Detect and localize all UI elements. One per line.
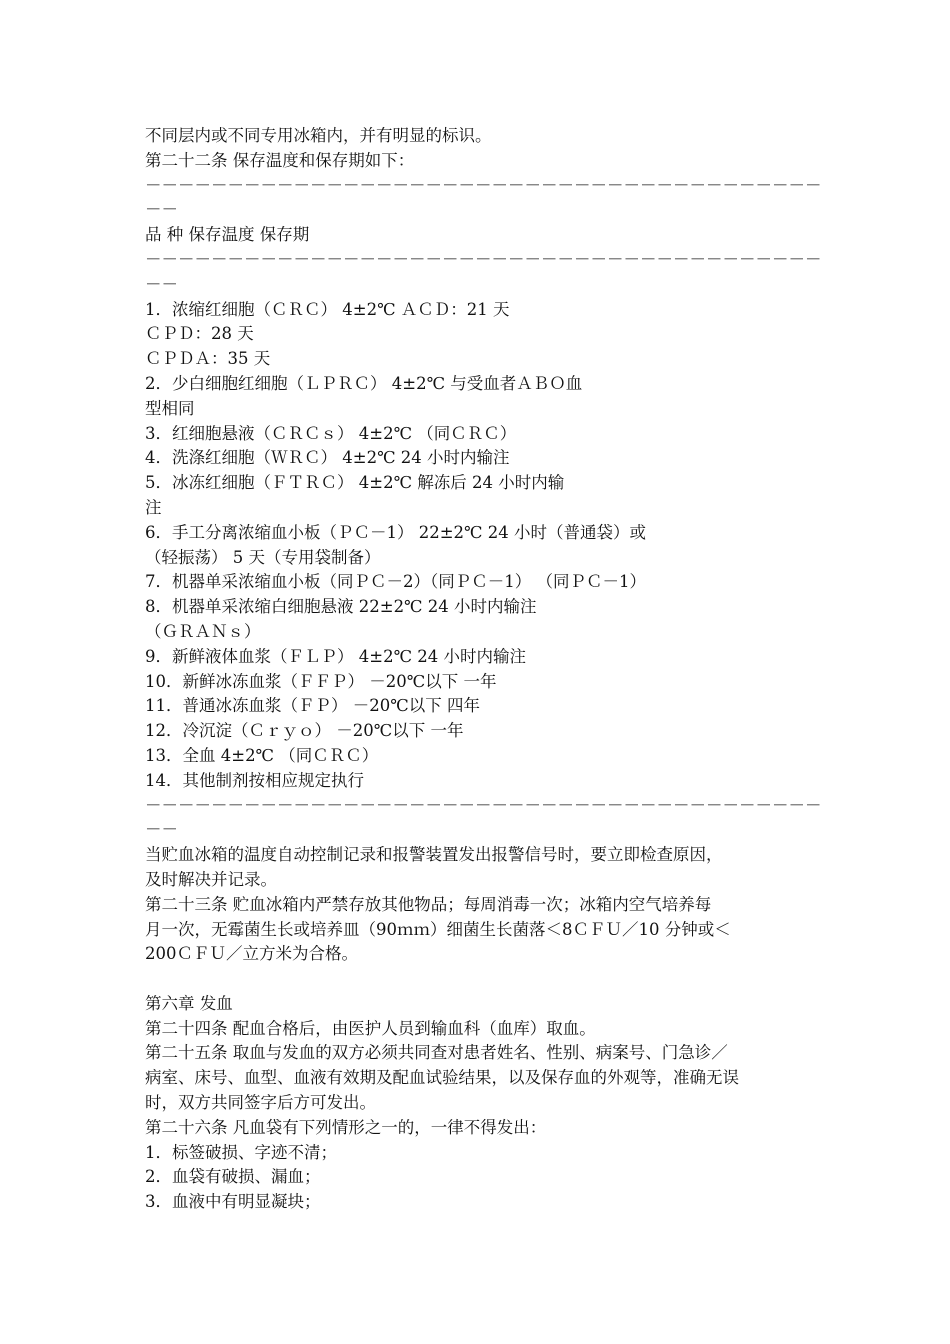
table-row: 12．冷沉淀（Ｃｒｙｏ） －20℃以下 一年 bbox=[145, 721, 464, 741]
table-row: 10．新鲜冰冻血浆（ＦＦＰ） －20℃以下 一年 bbox=[145, 671, 497, 691]
table-row: 9．新鲜液体血浆（ＦＬＰ） 4±2℃ 24 小时内输注 bbox=[145, 646, 527, 666]
table-row: 6．手工分离浓缩血小板（ＰＣ－1） 22±2℃ 24 小时（普通袋）或 bbox=[145, 522, 647, 542]
table-row: 7．机器单采浓缩血小板（同ＰＣ－2）（同ＰＣ－1） （同ＰＣ－1） bbox=[145, 572, 646, 592]
document-body bbox=[145, 124, 822, 1215]
table-row: （ＧＲＡＮｓ） bbox=[145, 621, 261, 641]
text-line: 月一次，无霉菌生长或培养皿（90ｍｍ）细菌生长菌落＜8ＣＦＵ／10 分钟或＜ bbox=[145, 919, 731, 939]
table-rule-bottom-wrap: －－ bbox=[145, 820, 178, 840]
table-rule-top-wrap: －－ bbox=[145, 200, 178, 220]
table-row: 型相同 bbox=[145, 398, 195, 418]
chapter-6-heading: 第六章 发血 bbox=[145, 993, 233, 1013]
table-rule-bottom: －－－－－－－－－－－－－－－－－－－－－－－－－－－－－－－－－－－－－－－－－ bbox=[145, 795, 822, 815]
article-22-heading: 第二十二条 保存温度和保存期如下： bbox=[145, 150, 415, 170]
list-item: 3．血液中有明显凝块； bbox=[145, 1192, 321, 1212]
table-row: 1．浓缩红细胞（ＣＲＣ） 4±2℃ ＡＣＤ：21 天 bbox=[145, 299, 510, 319]
table-row: 注 bbox=[145, 497, 162, 517]
table-header: 品 种 保存温度 保存期 bbox=[145, 225, 310, 245]
table-row: 11．普通冰冻血浆（ＦＰ） －20℃以下 四年 bbox=[145, 696, 480, 716]
table-row: 14．其他制剂按相应规定执行 bbox=[145, 770, 364, 790]
table-row: 5．冰冻红细胞（ＦＴＲＣ） 4±2℃ 解冻后 24 小时内输 bbox=[145, 473, 565, 493]
table-row: ＣＰＤ：28 天 bbox=[145, 324, 254, 344]
article-25-text: 第二十五条 取血与发血的双方必须共同查对患者姓名、性别、病案号、门急诊／ bbox=[145, 1043, 728, 1063]
text-line: 时，双方共同签字后方可发出。 bbox=[145, 1093, 376, 1113]
table-rule-top: －－－－－－－－－－－－－－－－－－－－－－－－－－－－－－－－－－－－－－－－－ bbox=[145, 175, 822, 195]
table-row: 13．全血 4±2℃ （同ＣＲＣ） bbox=[145, 745, 379, 765]
text-line: 及时解决并记录。 bbox=[145, 869, 277, 889]
table-row: ＣＰＤＡ：35 天 bbox=[145, 349, 271, 369]
table-rule-header-wrap: －－ bbox=[145, 274, 178, 294]
text-line: 不同层内或不同专用冰箱内，并有明显的标识。 bbox=[145, 126, 492, 145]
blank-line bbox=[145, 967, 817, 992]
table-row: 2．少白细胞红细胞（ＬＰＲＣ） 4±2℃ 与受血者ＡＢＯ血 bbox=[145, 373, 583, 393]
table-rule-header: －－－－－－－－－－－－－－－－－－－－－－－－－－－－－－－－－－－－－－－－－ bbox=[145, 249, 822, 269]
article-26-text: 第二十六条 凡血袋有下列情形之一的，一律不得发出： bbox=[145, 1117, 547, 1137]
list-item: 1．标签破损、字迹不清； bbox=[145, 1142, 337, 1162]
table-row: 8．机器单采浓缩白细胞悬液 22±2℃ 24 小时内输注 bbox=[145, 597, 537, 617]
table-row: 3．红细胞悬液（ＣＲＣｓ） 4±2℃ （同ＣＲＣ） bbox=[145, 423, 517, 443]
list-item: 2．血袋有破损、漏血； bbox=[145, 1167, 321, 1187]
text-line: 当贮血冰箱的温度自动控制记录和报警装置发出报警信号时，要立即检查原因， bbox=[145, 845, 723, 865]
article-23-text: 第二十三条 贮血冰箱内严禁存放其他物品；每周消毒一次；冰箱内空气培养每 bbox=[145, 894, 712, 914]
text-line: 病室、床号、血型、血液有效期及配血试验结果，以及保存血的外观等，准确无误 bbox=[145, 1068, 739, 1088]
article-24-text: 第二十四条 配血合格后，由医护人员到输血科（血库）取血。 bbox=[145, 1018, 596, 1038]
text-line: 200ＣＦＵ／立方米为合格。 bbox=[145, 944, 358, 964]
table-row: 4．洗涤红细胞（ＷＲＣ） 4±2℃ 24 小时内输注 bbox=[145, 448, 510, 468]
table-row: （轻振荡） 5 天（专用袋制备） bbox=[145, 547, 381, 567]
